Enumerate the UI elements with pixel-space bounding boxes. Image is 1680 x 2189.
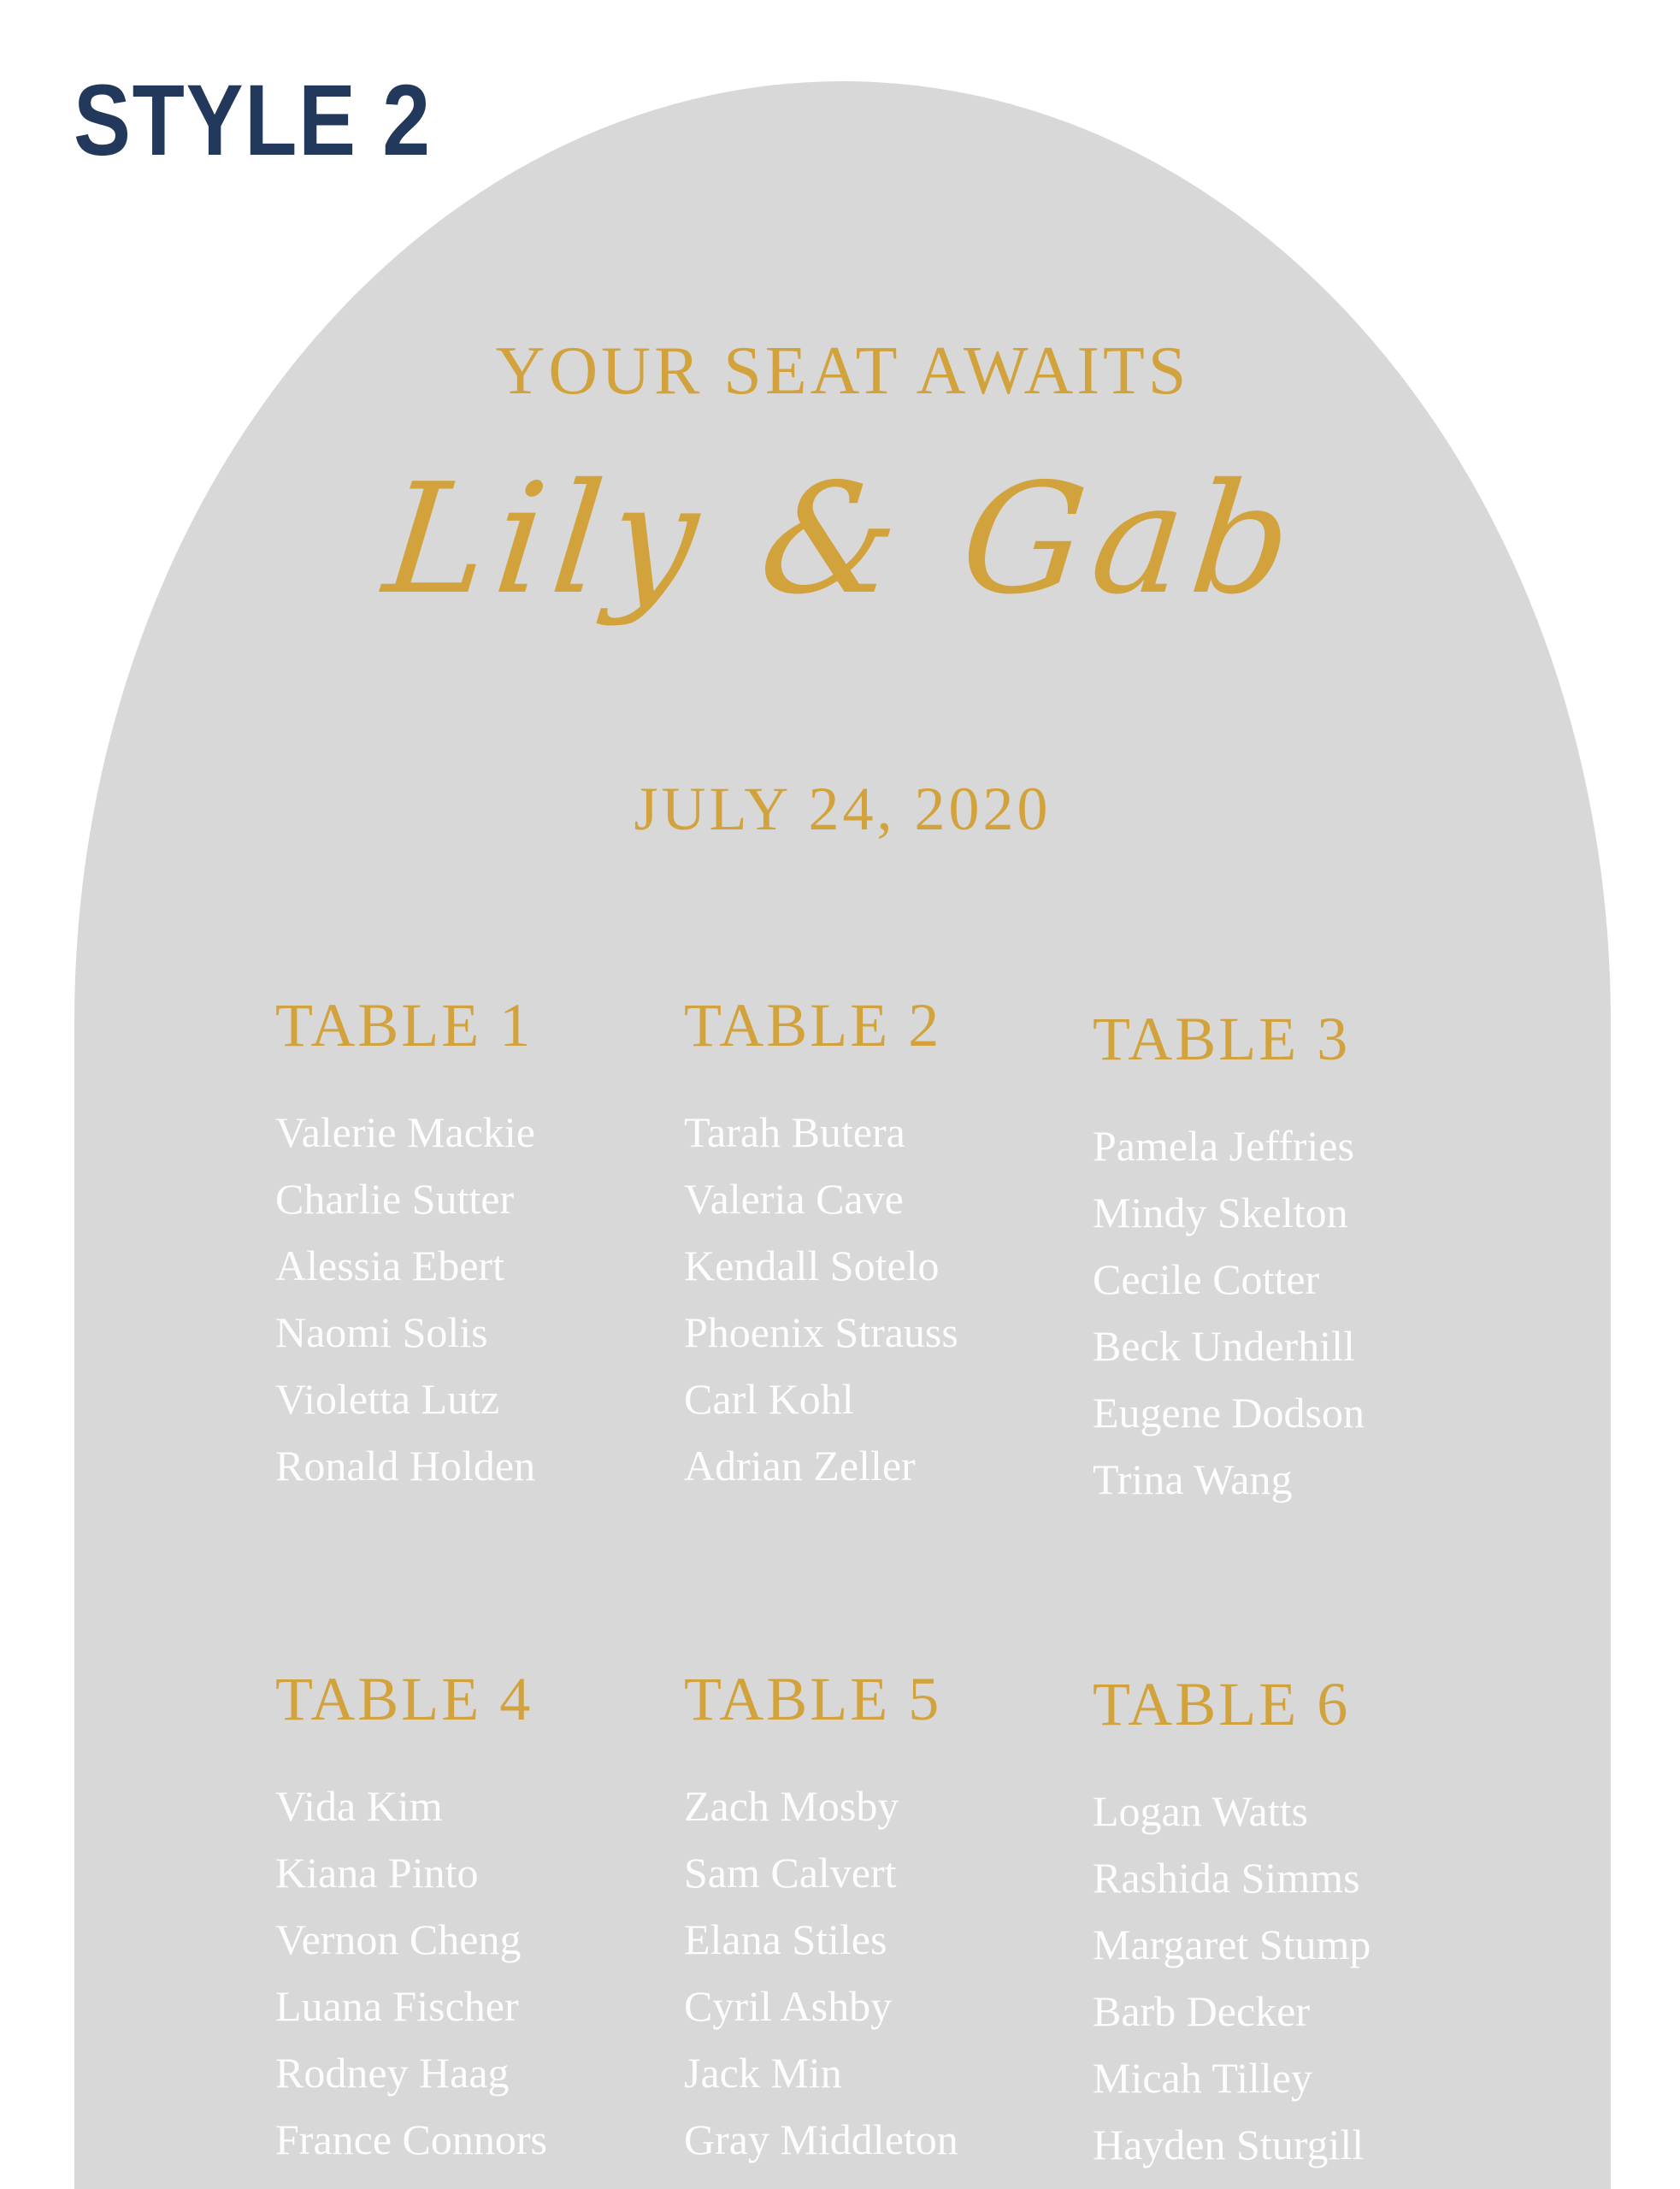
table-block <box>684 991 1093 1499</box>
table-title: TABLE 4 <box>275 1665 533 1733</box>
guest-list <box>1093 1778 1501 2178</box>
guest-name: Eugene Dodson <box>1093 1389 1365 1437</box>
guest-name: Charlie Sutter <box>275 1175 515 1223</box>
table-block <box>1093 1005 1501 1513</box>
table-block <box>275 991 684 1499</box>
guest-name: Elana Stiles <box>684 1915 887 1963</box>
guest-name: Vida Kim <box>275 1782 443 1830</box>
seating-chart-arch-panel <box>74 81 1611 2189</box>
guest-name: Luana Fischer <box>275 1982 519 2030</box>
couple-names: Lily & Gab <box>377 451 1308 628</box>
guest-name: Naomi Solis <box>275 1308 488 1356</box>
table-title: TABLE 1 <box>275 991 533 1059</box>
guest-name: Sam Calvert <box>684 1849 897 1897</box>
guest-name: Valeria Cave <box>684 1175 904 1223</box>
guest-name: Phoenix Strauss <box>684 1308 958 1356</box>
style-label: STYLE 2 <box>74 64 432 177</box>
guest-list <box>684 1773 1093 2173</box>
guest-name: Beck Underhill <box>1093 1322 1355 1370</box>
guest-name: Pamela Jeffries <box>1093 1122 1354 1170</box>
guest-list <box>275 1099 684 1499</box>
guest-name: Alessia Ebert <box>275 1242 504 1289</box>
guest-name: Rashida Simms <box>1093 1854 1360 1902</box>
event-date: JULY 24, 2020 <box>634 775 1052 843</box>
guest-name: Violetta Lutz <box>275 1375 500 1423</box>
guest-name: Trina Wang <box>1093 1455 1293 1503</box>
guest-name: Micah Tilley <box>1093 2054 1312 2102</box>
guest-list <box>1093 1112 1501 1513</box>
guest-name: Adrian Zeller <box>684 1442 916 1490</box>
guest-list <box>684 1099 1093 1499</box>
guest-name: Zach Mosby <box>684 1782 899 1830</box>
eyebrow-title: YOUR SEAT AWAITS <box>495 333 1190 409</box>
table-title: TABLE 6 <box>1093 1670 1351 1738</box>
guest-name: Cecile Cotter <box>1093 1255 1320 1303</box>
guest-name: France Connors <box>275 2115 547 2163</box>
guest-name: Margaret Stump <box>1093 1921 1371 1968</box>
guest-name: Kiana Pinto <box>275 1849 479 1897</box>
guest-name: Carl Kohl <box>684 1375 854 1423</box>
guest-name: Cyril Ashby <box>684 1982 893 2030</box>
guest-name: Hayden Sturgill <box>1093 2121 1365 2168</box>
guest-name: Ronald Holden <box>275 1442 536 1490</box>
guest-name: Mindy Skelton <box>1093 1189 1348 1236</box>
tables-grid <box>275 991 1524 2173</box>
table-title: TABLE 3 <box>1093 1005 1351 1073</box>
guest-list <box>275 1773 684 2173</box>
guest-name: Jack Min <box>684 2049 842 2097</box>
table-block <box>1093 1670 1501 2178</box>
guest-name: Barb Decker <box>1093 1987 1311 2035</box>
guest-name: Gray Middleton <box>684 2115 958 2163</box>
guest-name: Rodney Haag <box>275 2049 510 2097</box>
table-block <box>275 1665 684 2173</box>
guest-name: Logan Watts <box>1093 1787 1308 1835</box>
table-title: TABLE 5 <box>684 1665 942 1733</box>
guest-name: Valerie Mackie <box>275 1108 536 1156</box>
guest-name: Kendall Sotelo <box>684 1242 940 1289</box>
guest-name: Vernon Cheng <box>275 1915 522 1963</box>
guest-name: Tarah Butera <box>684 1108 905 1156</box>
table-block <box>684 1665 1093 2173</box>
table-title: TABLE 2 <box>684 991 942 1059</box>
